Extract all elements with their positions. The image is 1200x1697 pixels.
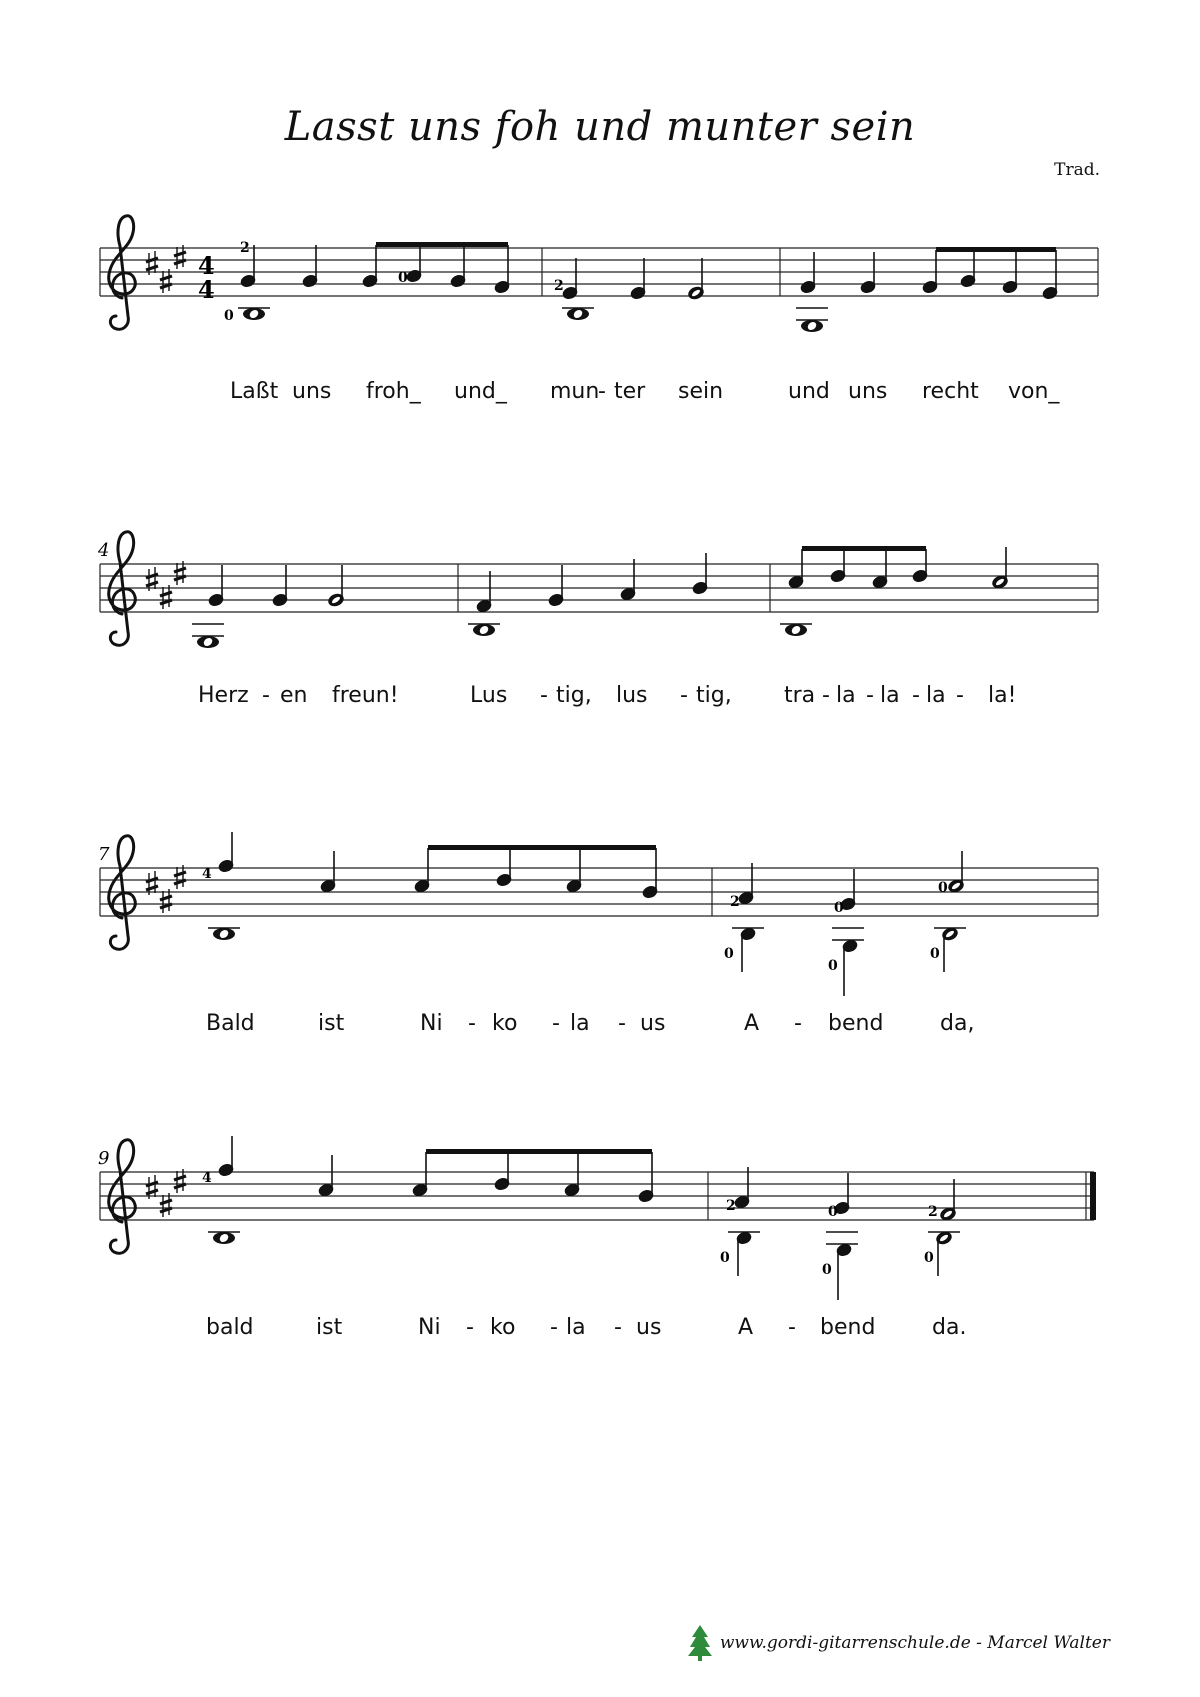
svg-text:-: - [788, 1315, 796, 1340]
svg-text:0: 0 [828, 958, 838, 974]
svg-text:-: - [618, 1011, 626, 1036]
svg-text:Lus: Lus [470, 683, 508, 708]
svg-text:bend: bend [828, 1011, 884, 1036]
svg-text:0: 0 [834, 900, 844, 916]
svg-text:ko: ko [490, 1315, 516, 1340]
svg-text:und: und [788, 379, 830, 404]
svg-text:la: la [926, 683, 946, 708]
svg-text:0: 0 [724, 946, 734, 962]
svg-text:Ni: Ni [418, 1315, 441, 1340]
svg-text:-: - [912, 683, 920, 708]
svg-text:recht: recht [922, 379, 979, 404]
svg-text:la: la [570, 1011, 590, 1036]
svg-text:la: la [836, 683, 856, 708]
svg-text:mun: mun [550, 379, 600, 404]
svg-text:la: la [880, 683, 900, 708]
svg-text:Herz: Herz [198, 683, 249, 708]
svg-text:freun!: freun! [332, 683, 399, 708]
svg-text:0: 0 [822, 1262, 832, 1278]
svg-text:-: - [540, 683, 548, 708]
svg-text:und_: und_ [454, 379, 507, 404]
footer-credit [688, 1625, 1110, 1661]
svg-text:-: - [822, 683, 830, 708]
svg-text:2: 2 [554, 278, 564, 294]
svg-text:bend: bend [820, 1315, 876, 1340]
svg-text:0: 0 [930, 946, 940, 962]
svg-text:tig,: tig, [696, 683, 732, 708]
svg-text:2: 2 [726, 1198, 736, 1214]
svg-text:Laßt: Laßt [230, 379, 279, 404]
svg-text:4: 4 [202, 1170, 212, 1186]
composer-credit: Trad. [1054, 160, 1100, 180]
svg-text:0: 0 [720, 1250, 730, 1266]
svg-text:A: A [744, 1011, 760, 1036]
svg-text:lus: lus [616, 683, 648, 708]
svg-text:4: 4 [98, 540, 110, 561]
svg-text:-: - [466, 1315, 474, 1340]
system-4 [98, 1136, 1096, 1300]
footer-text: www.gordi-gitarrenschule.de - Marcel Walter [719, 1633, 1110, 1653]
svg-text:-: - [956, 683, 964, 708]
svg-text:us: us [636, 1315, 662, 1340]
svg-text:7: 7 [98, 844, 110, 865]
svg-text:sein: sein [678, 379, 724, 404]
svg-text:ter: ter [614, 379, 646, 404]
time-sig-top: 4 [198, 251, 215, 280]
tree-icon [688, 1625, 712, 1661]
svg-text:-: - [794, 1011, 802, 1036]
time-sig-bottom: 4 [198, 275, 215, 304]
svg-text:tra: tra [784, 683, 816, 708]
svg-text:Ni: Ni [420, 1011, 443, 1036]
svg-text:-: - [552, 1011, 560, 1036]
system-1 [100, 216, 1098, 332]
svg-text:0: 0 [924, 1250, 934, 1266]
svg-text:4: 4 [202, 866, 212, 882]
svg-text:uns: uns [292, 379, 332, 404]
svg-text:Bald: Bald [206, 1011, 255, 1036]
svg-text:la: la [566, 1315, 586, 1340]
svg-text:-: - [680, 683, 688, 708]
svg-text:-: - [614, 1315, 622, 1340]
svg-text:tig,: tig, [556, 683, 592, 708]
svg-text:-: - [262, 683, 270, 708]
svg-text:-: - [598, 379, 606, 404]
system-2 [97, 532, 1098, 648]
svg-text:-: - [550, 1315, 558, 1340]
svg-text:0: 0 [828, 1204, 838, 1220]
svg-text:-: - [468, 1011, 476, 1036]
svg-text:la!: la! [988, 683, 1017, 708]
svg-text:0: 0 [938, 880, 948, 896]
svg-text:da,: da, [940, 1011, 975, 1036]
svg-text:-: - [866, 683, 874, 708]
svg-text:da.: da. [932, 1315, 967, 1340]
svg-text:0: 0 [224, 308, 234, 324]
svg-text:von_: von_ [1008, 379, 1060, 404]
svg-text:froh_: froh_ [366, 379, 421, 404]
svg-text:2: 2 [240, 240, 250, 256]
svg-text:A: A [738, 1315, 754, 1340]
svg-text:bald: bald [206, 1315, 254, 1340]
system-3 [98, 832, 1098, 996]
svg-text:0: 0 [398, 270, 408, 286]
svg-text:2: 2 [730, 894, 740, 910]
svg-text:us: us [640, 1011, 666, 1036]
svg-text:uns: uns [848, 379, 888, 404]
svg-text:9: 9 [98, 1148, 110, 1169]
svg-text:en: en [280, 683, 308, 708]
svg-text:ist: ist [316, 1315, 343, 1340]
svg-text:ko: ko [492, 1011, 518, 1036]
song-title: Lasst uns foh und munter sein [284, 104, 916, 150]
svg-text:ist: ist [318, 1011, 345, 1036]
svg-text:2: 2 [928, 1204, 938, 1220]
